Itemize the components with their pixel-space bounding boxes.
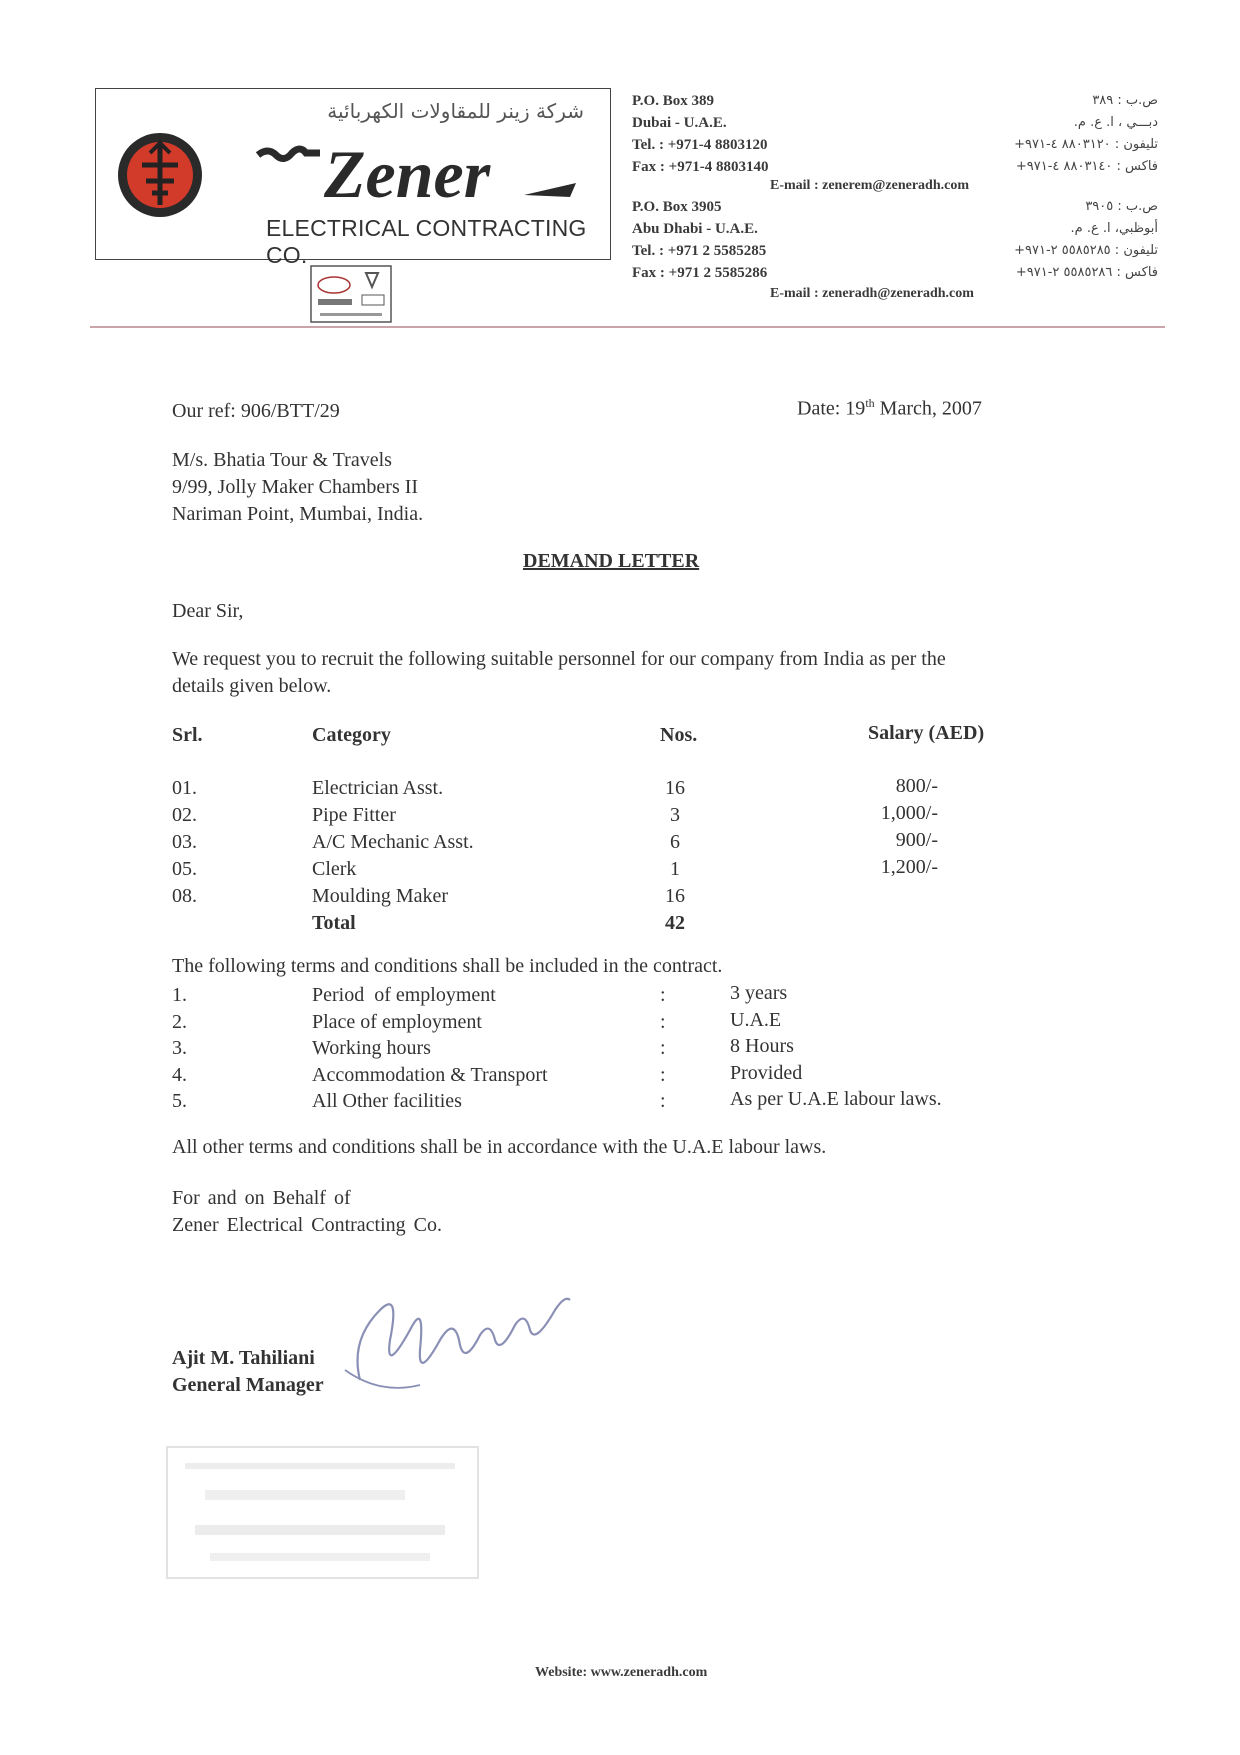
header-divider [90,326,1165,328]
term-colon: : [660,1037,666,1059]
col-header-salary: Salary (AED) [868,722,985,744]
date-suffix: th [865,396,875,410]
dubai-fax: Fax : +971-4 8803140 [632,159,769,175]
signatory-block [172,1345,324,1399]
terms-intro: The following terms and conditions shall be included in the contract. [172,955,723,977]
table-row-srl: 08. [172,885,197,907]
term-label: Accommodation & Transport [312,1063,548,1086]
abudhabi-city: Abu Dhabi - U.A.E. [632,221,758,237]
abudhabi-tel: Tel. : +971 2 5585285 [632,243,767,259]
abudhabi-email: E-mail : zeneradh@zeneradh.com [770,286,974,301]
addressee-street: 9/99, Jolly Maker Chambers II [172,476,419,498]
intro-paragraph [172,646,946,700]
table-row-srl: 05. [172,858,197,880]
abudhabi-fax-ar: فاكس : ٥٥٨٥٢٨٦ ٢-٩٧١+ [1015,265,1158,280]
date-day: Date: 19 [797,397,866,420]
terms-colon-column [660,982,666,1115]
signatory-title: General Manager [172,1374,324,1396]
addressee-block [172,447,423,528]
total-label: Total [312,912,356,934]
closing-line: All other terms and conditions shall be in accordance with the U.A.E labour laws. [172,1136,827,1158]
dubai-email: E-mail : zenerem@zeneradh.com [770,178,969,193]
svg-text:Zener: Zener [324,139,491,209]
table-row-nos: 3 [670,804,680,826]
term-number: 2. [172,1010,187,1033]
dubai-fax-ar: فاكس : ٨٨٠٣١٤٠ ٤-٩٧١+ [1015,159,1158,174]
table-row-category: Clerk [312,858,357,880]
table-row-category: Pipe Fitter [312,804,396,826]
terms-num-column [172,982,187,1115]
table-row-srl: 01. [172,777,197,799]
abudhabi-pobox: P.O. Box 3905 [632,199,722,215]
dubai-contact-arabic [1014,90,1158,178]
reference-number: Our ref: 906/BTT/29 [172,400,340,422]
addressee-city: Nariman Point, Mumbai, India. [172,503,424,525]
term-value: As per U.A.E labour laws. [730,1088,942,1110]
intro-line-2: details given below. [172,675,332,697]
dubai-pobox-ar: ص.ب : ٣٨٩ [1092,93,1158,108]
footer-website: Website: www.zeneradh.com [535,1665,708,1680]
col-header-category: Category [312,724,391,746]
total-value: 42 [665,912,685,934]
company-wordmark-logo [254,139,584,209]
term-colon: : [660,1063,666,1086]
table-row-nos: 16 [665,885,685,907]
table-row-salary: 900/- [895,829,938,851]
dubai-pobox: P.O. Box 389 [632,93,714,109]
terms-label-column [312,982,548,1115]
dubai-city-ar: دبـــي ، ا. ع. م. [1073,115,1158,130]
behalf-block [172,1185,442,1239]
company-tagline: ELECTRICAL CONTRACTING CO. [266,215,587,268]
dubai-city: Dubai - U.A.E. [632,115,727,131]
table-row-salary: 1,200/- [880,856,938,878]
abudhabi-city-ar: أبوظبي، ا. ع. م. [1070,221,1158,236]
table-row-category: Moulding Maker [312,885,449,907]
date-month-year: March, 2007 [874,397,982,420]
col-header-nos: Nos. [660,724,698,746]
term-number: 3. [172,1037,187,1059]
table-row-srl: 03. [172,831,197,853]
nos-column [660,775,690,937]
term-number: 1. [172,984,187,1006]
iso-certification-logo [310,265,392,323]
letter-title: DEMAND LETTER [523,550,700,572]
table-row-category: A/C Mechanic Asst. [312,831,474,853]
dubai-contact-english [632,90,768,178]
faded-company-stamp [165,1445,480,1580]
terms-value-column [730,980,942,1113]
salary-column [860,773,938,881]
table-row-category: Electrician Asst. [312,777,444,799]
term-colon: : [660,1010,666,1033]
table-row-salary: 800/- [895,775,938,797]
term-value: 8 Hours [730,1035,794,1057]
intro-line-1: We request you to recruit the following suitable personnel for our company from India as per the [172,648,946,670]
term-label: Period of employment [312,984,496,1006]
signatory-name: Ajit M. Tahiliani [172,1347,315,1369]
abudhabi-pobox-ar: ص.ب : ٣٩٠٥ [1085,199,1158,214]
salutation: Dear Sir, [172,600,244,622]
term-colon: : [660,984,666,1006]
table-row-srl: 02. [172,804,197,826]
abudhabi-contact-english [632,196,767,284]
handwritten-signature [340,1270,580,1400]
behalf-company: Zener Electrical Contracting Co. [172,1214,443,1236]
dubai-tel: Tel. : +971-4 8803120 [632,137,768,153]
letterhead-logo-box [95,88,611,268]
term-value: Provided [730,1061,803,1084]
term-value: U.A.E [730,1008,782,1031]
abudhabi-contact-arabic [1014,196,1158,284]
col-header-srl: Srl. [172,724,203,746]
dubai-tel-ar: تليفون : ٨٨٠٣١٢٠ ٤-٩٧١+ [1014,137,1158,152]
abudhabi-tel-ar: تليفون : ٥٥٨٥٢٨٥ ٢-٩٧١+ [1014,243,1158,258]
srl-column [172,775,197,910]
term-number: 4. [172,1063,187,1086]
table-row-nos: 16 [665,777,685,799]
term-number: 5. [172,1090,187,1112]
term-colon: : [660,1090,666,1112]
letter-date [797,396,982,421]
behalf-line: For and on Behalf of [172,1187,351,1209]
abudhabi-fax: Fax : +971 2 5585286 [632,265,768,281]
term-label: Working hours [312,1037,431,1059]
addressee-name: M/s. Bhatia Tour & Travels [172,449,392,471]
term-label: Place of employment [312,1010,482,1033]
table-row-nos: 6 [670,831,680,853]
term-label: All Other facilities [312,1090,462,1112]
company-name-arabic: شركة زينر للمقاولات الكهربائية [327,99,584,123]
category-column [312,775,474,937]
table-row-nos: 1 [670,858,680,880]
company-emblem-icon [116,131,204,219]
table-row-salary: 1,000/- [880,802,938,824]
term-value: 3 years [730,982,788,1004]
